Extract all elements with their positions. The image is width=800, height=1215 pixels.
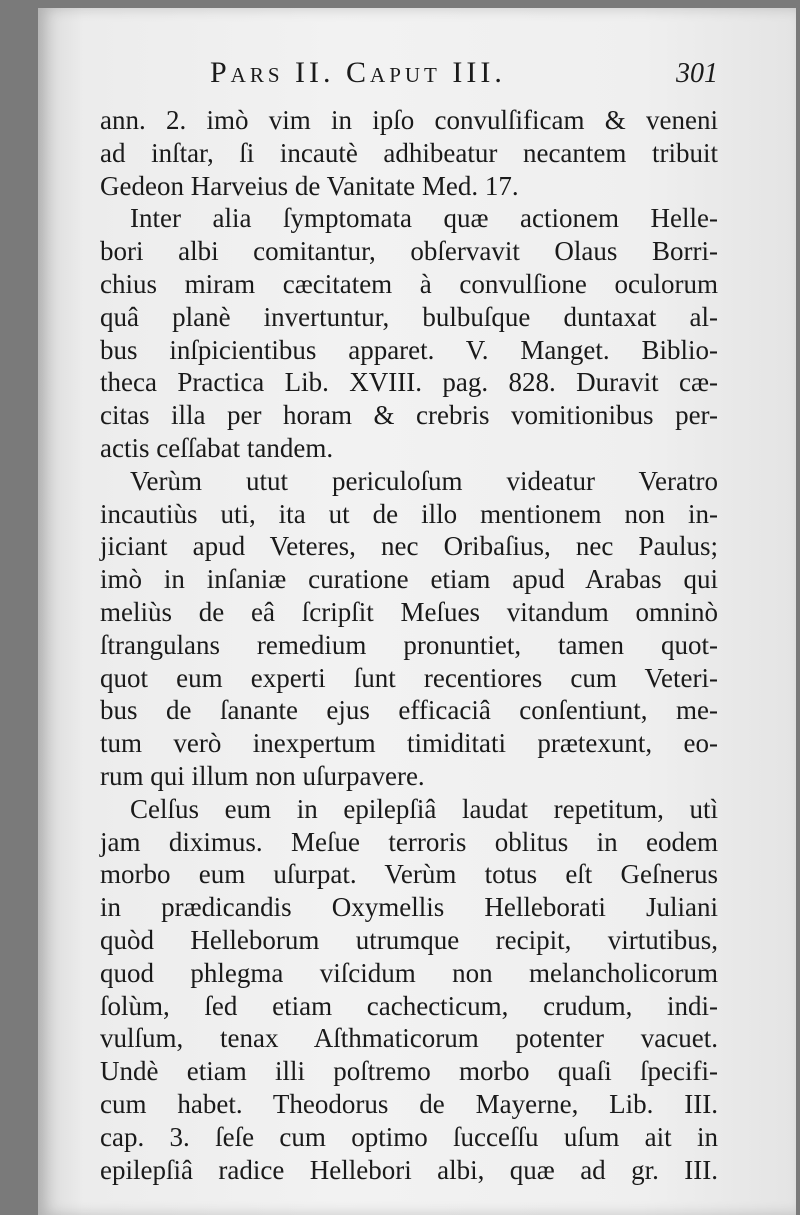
book-page (38, 8, 796, 1215)
text-line: ſolùm, ſed etiam cachecticum, crudum, indi- (100, 990, 718, 1021)
page-number: 301 (676, 58, 718, 89)
text-line: ann. 2. imò vim in ipſo convulſificam & veneni (100, 105, 718, 135)
text-line: quod phlegma viſcidum non melancholicorum (100, 957, 718, 988)
text-line: jam diximus. Meſue terroris oblitus in eodem (100, 826, 718, 857)
text-line: quòd Helleborum utrumque recipit, virtutibus, (100, 924, 718, 955)
text-line: morbo eum uſurpat. Verùm totus eſt Geſnerus (100, 859, 718, 890)
text-line: quot eum experti ſunt recentiores cum Veteri- (100, 662, 718, 693)
text-line: ſtrangulans remedium pronuntiet, tamen quot- (100, 629, 718, 660)
text-line: ad inſtar, ſi incautè adhibeatur necantem tribuit (100, 137, 718, 168)
text-line: Inter alia ſymptomata quæ actionem Helle- (130, 203, 718, 234)
text-line: Gedeon Harveius de Vanitate Med. 17. (100, 170, 519, 201)
text-line: actis ceſſabat tandem. (100, 432, 334, 463)
text-line: incautiùs uti, ita ut de illo mentionem non in- (100, 498, 718, 529)
paragraph (100, 793, 718, 1187)
text-line: tum verò inexpertum timiditati prætexunt, eo- (100, 728, 718, 759)
running-head-title: Pars II. Caput III. (210, 56, 506, 89)
text-line: rum qui illum non uſurpavere. (100, 760, 425, 791)
running-head (210, 56, 730, 96)
paragraph (100, 202, 718, 464)
text-line: chius miram cæcitatem à convulſione oculorum (100, 268, 718, 299)
text-line: vulſum, tenax Aſthmaticorum potenter vacuet. (100, 1023, 718, 1054)
text-line: Verùm utut periculoſum videatur Veratro (130, 465, 718, 496)
text-line: Celſus eum in epilepſiâ laudat repetitum, utì (130, 793, 718, 824)
text-line: cum habet. Theodorus de Mayerne, Lib. III. (100, 1088, 718, 1119)
paragraph (100, 465, 718, 793)
text-line: quâ planè invertuntur, bulbuſque duntaxat al- (100, 301, 718, 332)
text-line: cap. 3. ſeſe cum optimo ſucceſſu uſum ait in (100, 1121, 718, 1152)
text-line: in prædicandis Oxymellis Helleborati Juliani (100, 892, 718, 923)
text-line: theca Practica Lib. XVIII. pag. 828. Duravit cæ- (100, 367, 718, 398)
text-line: Undè etiam illi poſtremo morbo quaſi ſpecifi- (100, 1056, 718, 1087)
text-line: epilepſiâ radice Hellebori albi, quæ ad gr. III. (100, 1154, 718, 1185)
text-line: jiciant apud Veteres, nec Oribaſius, nec Paulus; (100, 531, 718, 562)
text-line: bori albi comitantur, obſervavit Olaus Borri- (100, 236, 718, 267)
text-line: bus inſpicientibus apparet. V. Manget. Biblio- (100, 334, 718, 365)
text-line: citas illa per horam & crebris vomitionibus per- (100, 400, 718, 431)
text-line: imò in inſaniæ curatione etiam apud Arabas qui (100, 564, 718, 595)
body-text (100, 104, 718, 1186)
text-line: bus de ſanante ejus efficaciâ conſentiunt, me- (100, 695, 718, 726)
paragraph (100, 104, 718, 202)
text-line: meliùs de eâ ſcripſit Meſues vitandum omninò (100, 596, 718, 627)
